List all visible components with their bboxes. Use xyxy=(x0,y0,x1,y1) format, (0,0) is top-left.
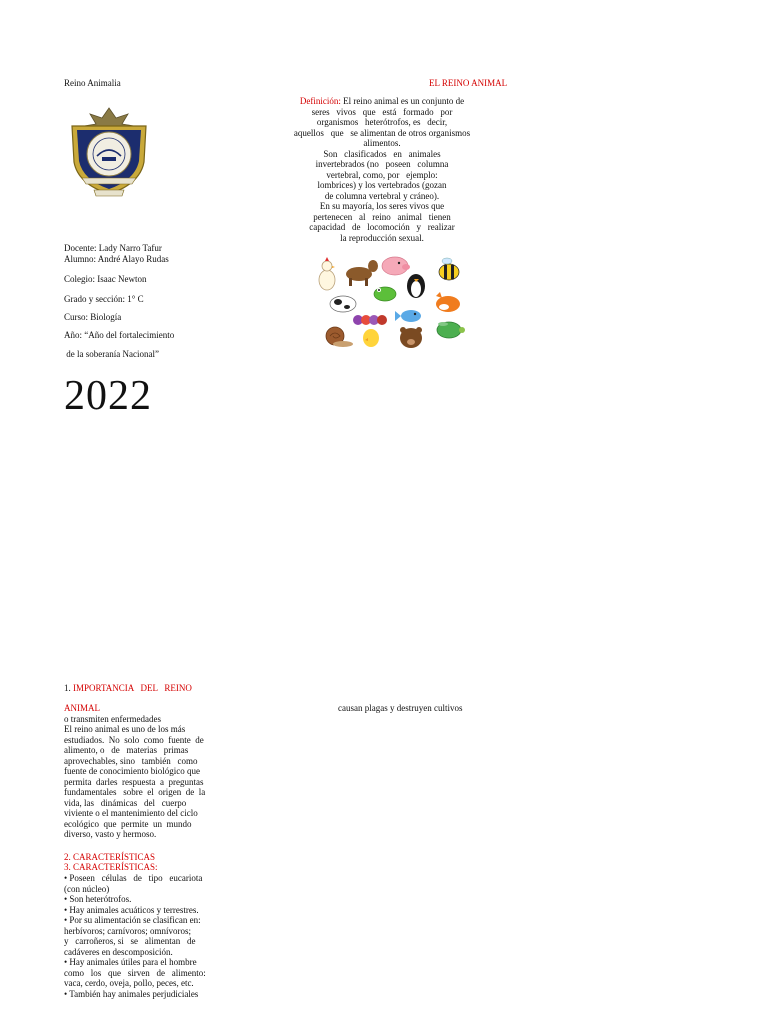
characteristics-line: • Hay animales útiles para el hombre xyxy=(64,957,197,967)
importance-line: fundamentales sobre el origen de la xyxy=(64,787,206,797)
importance-section xyxy=(64,683,234,694)
classification-line: lombrices) y los vertebrados (gozan xyxy=(317,180,447,190)
classification-line: Son clasificados en animales xyxy=(323,148,441,159)
characteristics-line: como los que sirven de alimento: xyxy=(64,967,206,978)
definition-line: El reino animal es un conjunto de xyxy=(340,96,465,106)
importance-heading-line-2: ANIMAL xyxy=(64,703,100,713)
characteristics-line: • Poseen células de tipo eucariota xyxy=(64,873,203,883)
classification-line: de columna vertebral y cráneo). xyxy=(324,190,440,201)
importance-line: ecológico que permite un mundo xyxy=(64,818,192,829)
definition-line: organismos heterótrofos, es decir, xyxy=(316,117,448,127)
year-name-line-2: de la soberanía Nacional” xyxy=(64,349,159,359)
year-name-line-1: Año: “Año del fortalecimiento xyxy=(64,330,175,340)
cartoon-animals-illustration xyxy=(313,252,468,356)
pests-text: causan plagas y destruyen cultivos xyxy=(338,703,463,713)
characteristics-line: • Por su alimentación se clasifican en: xyxy=(64,915,201,925)
grade-line: Grado y sección: 1° C xyxy=(64,294,144,304)
importance-line: viviente o el mantenimiento del ciclo xyxy=(64,808,198,818)
majority-line: la reproducción sexual. xyxy=(340,232,424,243)
characteristics-line: (con núcleo) xyxy=(64,883,110,894)
characteristics-line: y carroñeros, si se alimentan de xyxy=(64,936,196,946)
cover-year: 2022 xyxy=(64,373,152,419)
characteristics-heading-2: 2. CARACTERÍSTICAS xyxy=(64,852,156,862)
classification-line: invertebrados (no poseen columna xyxy=(315,159,449,169)
school-emblem-icon xyxy=(64,104,154,198)
heading-number: 1. xyxy=(64,683,73,693)
characteristics-line: cadáveres en descomposición. xyxy=(64,946,173,957)
importance-line: estudiados. No solo como fuente de xyxy=(64,734,204,745)
characteristics-line: herbívoros; carnívoros; omnívoros; xyxy=(64,925,191,936)
transmit-line: o transmiten enfermedades xyxy=(64,714,161,724)
cover-details xyxy=(64,243,264,264)
characteristics-line: • También hay animales perjudiciales xyxy=(64,988,199,999)
characteristics-line: • Hay animales acuáticos y terrestres. xyxy=(64,904,199,915)
importance-line: permita darles respuesta a preguntas xyxy=(64,776,204,787)
majority-line: pertenecen al reino animal tienen xyxy=(313,211,451,222)
definition-label: Definición: xyxy=(299,96,341,106)
characteristics-line: • Son heterótrofos. xyxy=(64,894,132,904)
importance-line: aprovechables, sino también como xyxy=(64,755,198,766)
course-line: Curso: Biología xyxy=(64,312,122,322)
definition-line: alimentos. xyxy=(363,138,401,148)
importance-line: alimento, o de materias primas xyxy=(64,745,189,755)
student-line: Alumno: André Alayo Rudas xyxy=(64,253,169,264)
importance-line: El reino animal es uno de los más xyxy=(64,724,186,734)
characteristics-heading-3: 3. CARACTERÍSTICAS: xyxy=(64,862,158,872)
school-line: Colegio: Isaac Newton xyxy=(64,274,147,284)
definition-line: seres vivos que está formado por xyxy=(311,106,453,117)
definition-block xyxy=(290,96,474,243)
importance-line: diverso, vasto y hermoso. xyxy=(64,829,157,839)
majority-line: capacidad de locomoción y realizar xyxy=(309,222,455,232)
definition-line: aquellos que se alimentan de otros organismos xyxy=(293,127,471,138)
page-title: EL REINO ANIMAL xyxy=(429,78,508,88)
classification-line: vertebral, como, por ejemplo: xyxy=(326,169,438,180)
header-left-title: Reino Animalia xyxy=(64,78,121,88)
majority-line: En su mayoría, los seres vivos que xyxy=(319,201,445,211)
importance-line: fuente de conocimiento biológico que xyxy=(64,766,200,776)
characteristics-line: vaca, cerdo, oveja, pollo, peces, etc. xyxy=(64,978,194,988)
importance-paragraph xyxy=(64,724,232,840)
characteristics-list xyxy=(64,873,234,999)
importance-line: vida, las dinámicas del cuerpo xyxy=(64,797,187,808)
importance-heading: IMPORTANCIA DEL REINO xyxy=(73,683,192,693)
teacher-line: Docente: Lady Narro Tafur xyxy=(64,243,162,253)
